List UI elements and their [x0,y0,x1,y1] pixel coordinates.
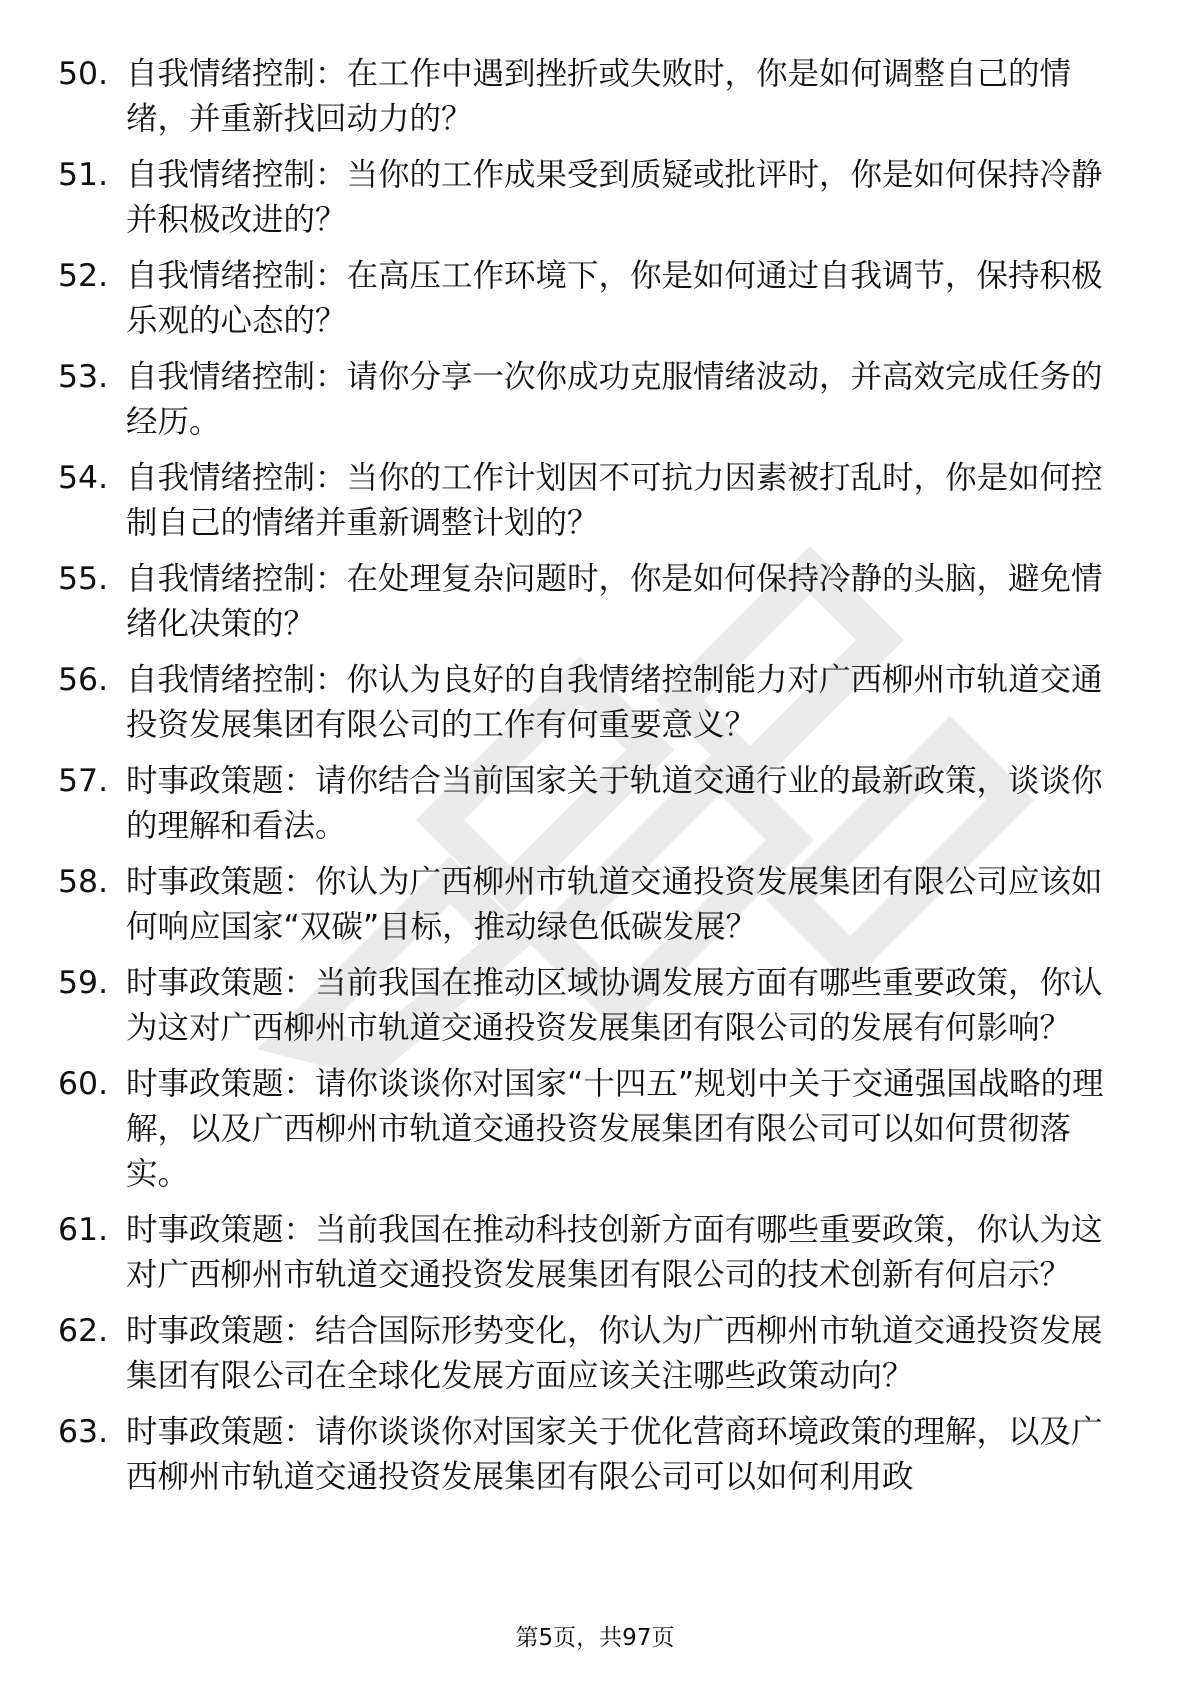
question-number: 60. [58,1066,109,1102]
question-text: 自我情绪控制：当你的工作成果受到质疑或批评时，你是如何保持冷静并积极改进的？ [126,157,1103,238]
question-number: 55. [58,561,109,597]
question-text: 时事政策题：当前我国在推动区域协调发展方面有哪些重要政策，你认为这对广西柳州市轨道交通投资发展集团有限公司的发展有何影响？ [126,965,1103,1046]
question-text: 自我情绪控制：在处理复杂问题时，你是如何保持冷静的头脑，避免情绪化决策的？ [126,561,1103,642]
question-text: 自我情绪控制：在工作中遇到挫折或失败时，你是如何调整自己的情绪，并重新找回动力的？ [126,56,1072,137]
question-number: 57. [58,763,109,799]
question-number: 51. [58,157,109,193]
question-text: 自我情绪控制：你认为良好的自我情绪控制能力对广西柳州市轨道交通投资发展集团有限公司的工作有何重要意义？ [126,662,1103,743]
page-number-label: 第5页，共97页 [515,1625,675,1651]
question-item [58,1410,1118,1500]
question-number: 53. [58,359,109,395]
question-text: 自我情绪控制：在高压工作环境下，你是如何通过自我调节，保持积极乐观的心态的？ [126,258,1103,339]
question-text: 时事政策题：你认为广西柳州市轨道交通投资发展集团有限公司应该如何响应国家“双碳”目标，推动绿色低碳发展？ [126,864,1103,945]
question-text: 自我情绪控制：请你分享一次你成功克服情绪波动，并高效完成任务的经历。 [126,359,1103,440]
question-item [58,860,1118,950]
question-text: 时事政策题：请你结合当前国家关于轨道交通行业的最新政策，谈谈你的理解和看法。 [126,763,1103,844]
page-footer [0,1623,1190,1653]
question-number: 62. [58,1313,109,1349]
question-text: 时事政策题：结合国际形势变化，你认为广西柳州市轨道交通投资发展集团有限公司在全球化发展方面应该关注哪些政策动向？ [126,1313,1103,1394]
question-item [58,355,1118,445]
question-number: 54. [58,460,109,496]
question-item [58,254,1118,344]
question-number: 52. [58,258,109,294]
question-text: 时事政策题：当前我国在推动科技创新方面有哪些重要政策，你认为这对广西柳州市轨道交通投资发展集团有限公司的技术创新有何启示？ [126,1212,1103,1293]
question-item [58,961,1118,1051]
question-number: 61. [58,1212,109,1248]
question-item [58,1309,1118,1399]
question-number: 63. [58,1414,109,1450]
question-item [58,1062,1118,1197]
question-item [58,658,1118,748]
question-item [58,153,1118,243]
question-text: 自我情绪控制：当你的工作计划因不可抗力因素被打乱时，你是如何控制自己的情绪并重新调整计划的？ [126,460,1103,541]
question-item [58,456,1118,546]
question-list [58,52,1118,1511]
question-number: 56. [58,662,109,698]
question-number: 59. [58,965,109,1001]
question-text: 时事政策题：请你谈谈你对国家关于优化营商环境政策的理解，以及广西柳州市轨道交通投资发展集团有限公司可以如何利用政 [126,1414,1103,1495]
question-number: 50. [58,56,109,92]
question-item [58,1208,1118,1298]
question-text: 时事政策题：请你谈谈你对国家“十四五”规划中关于交通强国战略的理解，以及广西柳州市轨道交通投资发展集团有限公司可以如何贯彻落实。 [126,1066,1104,1192]
question-number: 58. [58,864,109,900]
question-item [58,52,1118,142]
question-item [58,759,1118,849]
question-item [58,557,1118,647]
